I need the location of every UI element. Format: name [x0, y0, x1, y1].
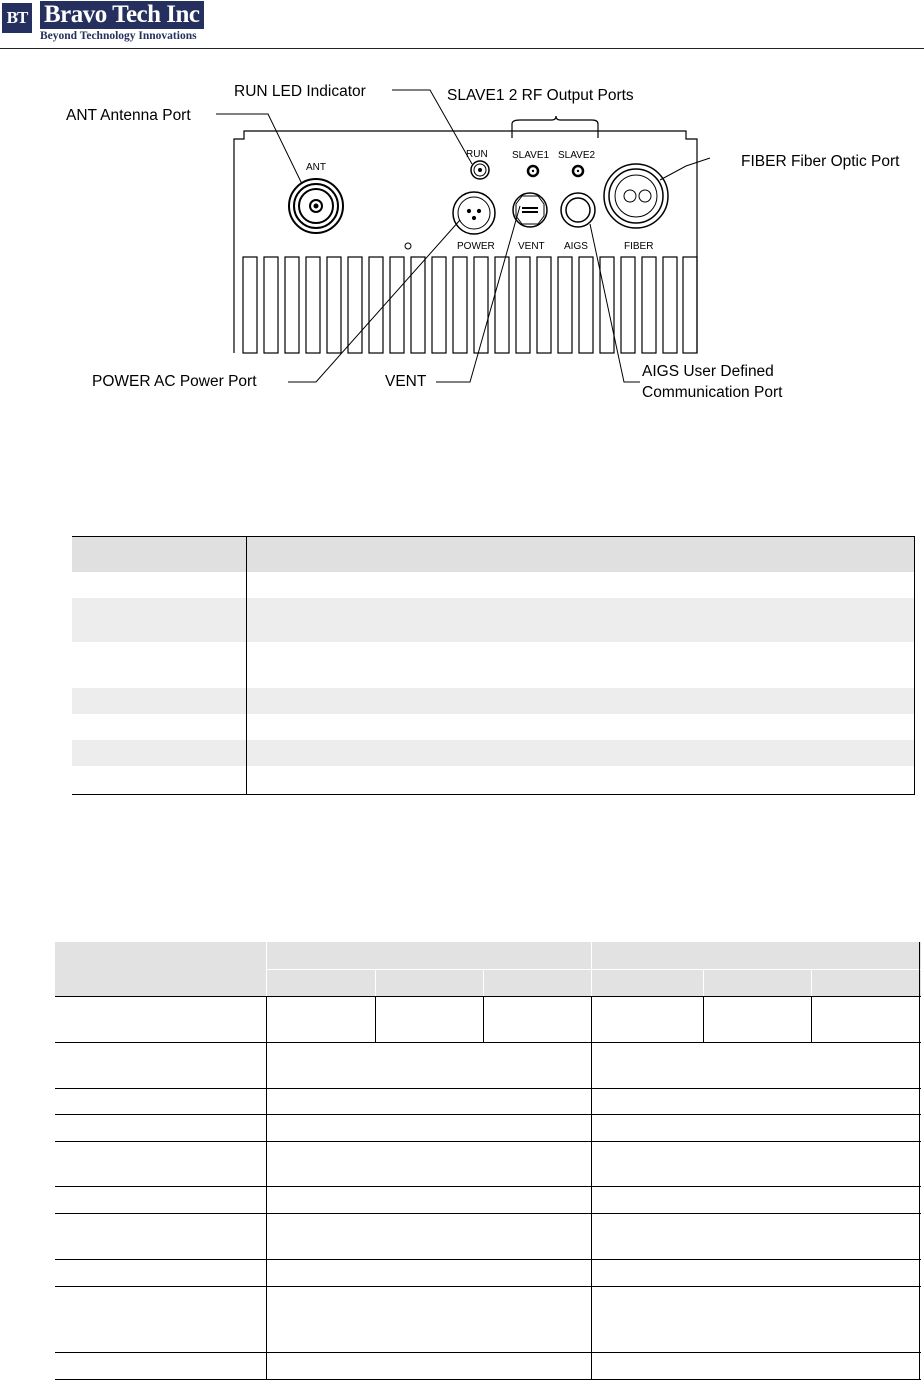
callout-vent: VENT [385, 373, 427, 390]
table-row-shaded [72, 598, 914, 642]
panel-figure [0, 60, 924, 420]
panel-label-run: RUN [466, 149, 488, 160]
port-description-table [72, 536, 915, 795]
callout-fiber: FIBER Fiber Optic Port [741, 153, 900, 170]
table-header-row [72, 536, 914, 572]
slave-bracket [512, 116, 598, 138]
callout-aigs-line2: Communication Port [642, 384, 783, 401]
panel-label-vent: VENT [518, 241, 545, 252]
heatsink-fins [243, 257, 697, 353]
slave1-port-icon [528, 166, 538, 176]
callout-run: RUN LED Indicator [234, 83, 366, 100]
panel-label-fiber: FIBER [624, 241, 654, 252]
specification-table [55, 942, 921, 1380]
aigs-port-icon [561, 193, 595, 227]
slave2-port-icon [573, 166, 583, 176]
column-divider [246, 536, 247, 794]
table-row-shaded [72, 688, 914, 714]
power-connector-icon [453, 192, 495, 234]
panel-label-slave2: SLAVE2 [558, 150, 596, 161]
table-row-shaded [72, 740, 914, 766]
callout-slave: SLAVE1 2 RF Output Ports [447, 87, 634, 104]
fiber-port-icon [604, 164, 668, 228]
logo-mark: BT [2, 3, 32, 33]
vent-icon [513, 193, 547, 227]
leader-lines [216, 90, 710, 382]
panel-label-slave1: SLAVE1 [512, 150, 550, 161]
run-led-icon [471, 161, 489, 179]
logo-tagline: Beyond Technology Innovations [40, 30, 197, 42]
page-header [0, 0, 924, 50]
panel-label-aigs: AIGS [564, 241, 588, 252]
screw-hole-icon [405, 243, 411, 249]
logo-name: Bravo Tech Inc [40, 1, 204, 29]
callout-aigs-line1: AIGS User Defined [642, 363, 774, 380]
ant-connector-icon [289, 179, 343, 233]
panel-label-ant: ANT [306, 162, 326, 173]
panel-label-power: POWER [457, 241, 495, 252]
callout-power: POWER AC Power Port [92, 373, 257, 390]
header-divider [0, 48, 924, 49]
callout-ant: ANT Antenna Port [66, 107, 191, 124]
